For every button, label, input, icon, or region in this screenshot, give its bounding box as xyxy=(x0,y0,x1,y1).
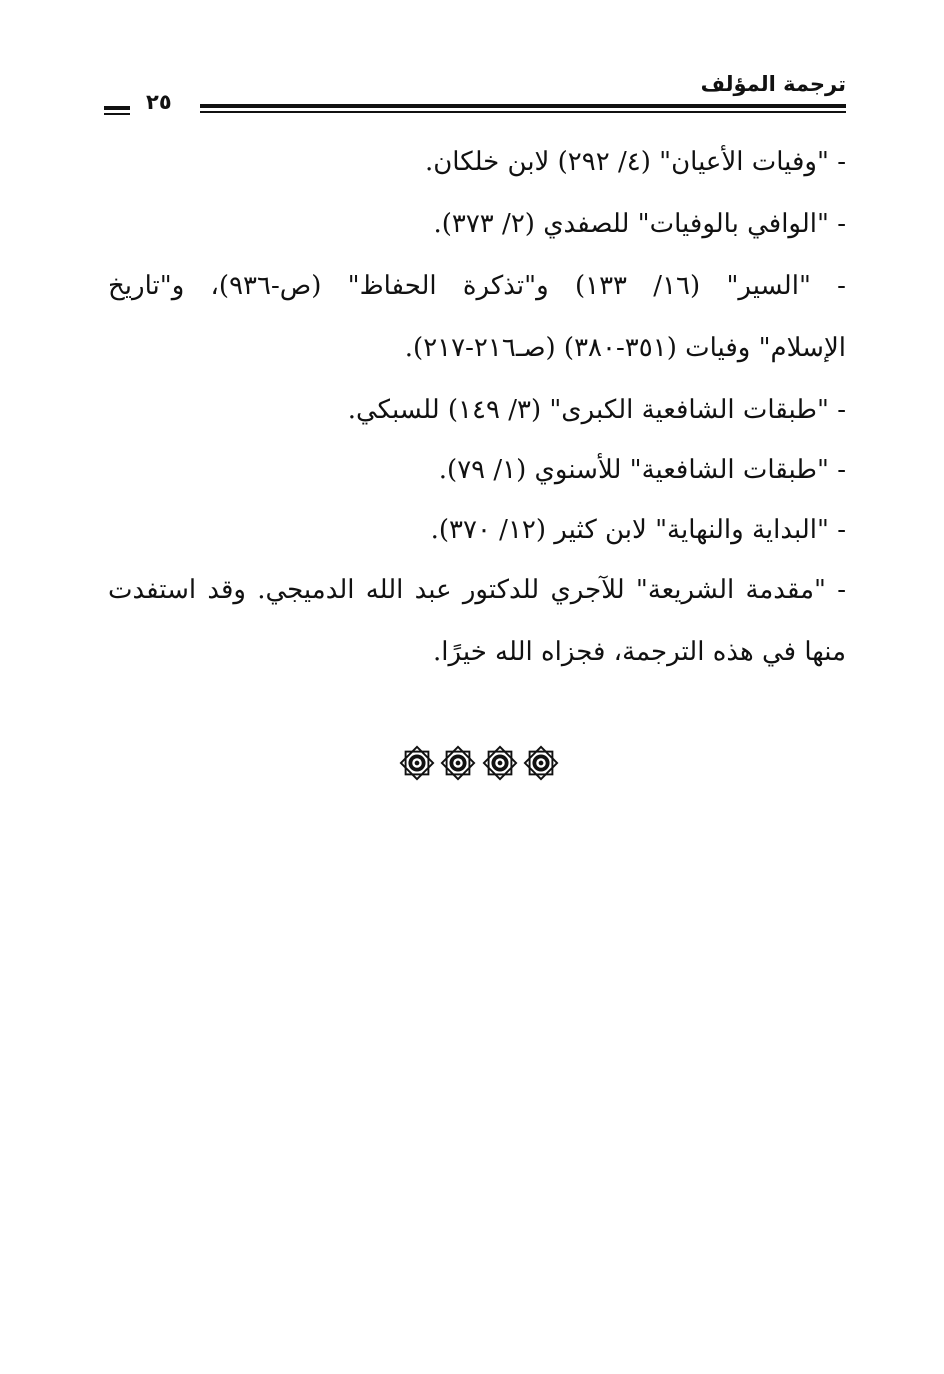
star-rosette-icon xyxy=(481,744,519,782)
section-end-ornaments xyxy=(398,744,560,784)
source-line: - "الوافي بالوفيات" للصفدي (٢/ ٣٧٣). xyxy=(433,209,846,239)
source-line: - "البداية والنهاية" لابن كثير (١٢/ ٣٧٠). xyxy=(430,515,846,545)
source-line-continued: منها في هذه الترجمة، فجزاه الله خيرًا. xyxy=(433,637,846,667)
star-rosette-icon xyxy=(439,744,477,782)
page-number: ٢٥ xyxy=(146,90,172,114)
header-rule-thick xyxy=(200,104,846,108)
header-rule-thin xyxy=(200,111,846,113)
header-rule xyxy=(200,104,846,114)
source-line-continued: الإسلام" وفيات (٣٥١-٣٨٠) (صـ٢١٦-٢١٧). xyxy=(404,333,846,363)
star-rosette-icon xyxy=(522,744,560,782)
running-header-title: ترجمة المؤلف xyxy=(700,72,846,96)
page-number-bar xyxy=(104,106,130,110)
source-line: - "طبقات الشافعية الكبرى" (٣/ ١٤٩) للسبكي. xyxy=(347,395,846,425)
source-line: - "طبقات الشافعية" للأسنوي (١/ ٧٩). xyxy=(438,455,846,485)
source-line: - "السير" (١٦/ ١٣٣) و"تذكرة الحفاظ" (ص-٩٣٦)، و"تاريخ xyxy=(108,271,846,301)
star-rosette-icon xyxy=(398,744,436,782)
source-line: - "مقدمة الشريعة" للآجري للدكتور عبد الله الدميجي. وقد استفدت xyxy=(108,575,846,605)
page-number-bar xyxy=(104,113,130,115)
source-line: - "وفيات الأعيان" (٤/ ٢٩٢) لابن خلكان. xyxy=(424,147,846,177)
